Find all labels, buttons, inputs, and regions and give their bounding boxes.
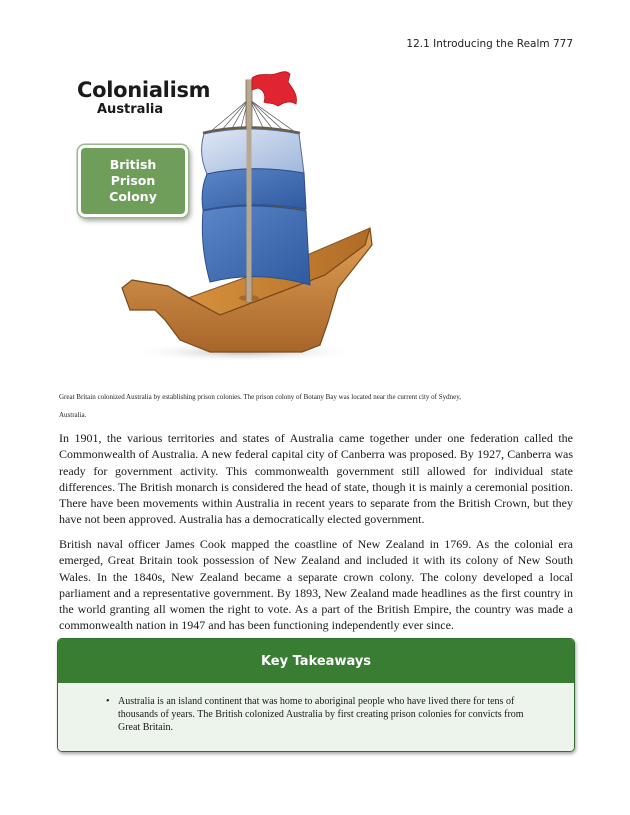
ship-flag bbox=[252, 72, 297, 106]
running-head: 12.1 Introducing the Realm 777 bbox=[406, 38, 573, 50]
key-takeaways-body bbox=[58, 683, 574, 751]
key-takeaways-box bbox=[57, 638, 575, 752]
british-prison-colony-box bbox=[78, 145, 188, 217]
key-takeaways-heading: Key Takeaways bbox=[58, 639, 574, 683]
colony-box-line: Prison bbox=[110, 173, 156, 188]
key-takeaways-list bbox=[58, 683, 574, 734]
upper-sail-lower bbox=[202, 169, 306, 210]
list-item bbox=[106, 695, 548, 734]
bullet-icon: • bbox=[106, 696, 110, 707]
colony-box-line: Colony bbox=[109, 189, 157, 204]
lower-sail bbox=[202, 206, 310, 285]
colonialism-figure bbox=[70, 60, 380, 365]
colony-box-line: British bbox=[109, 157, 157, 172]
figure-caption: Great Britain colonized Australia by establishing prison colonies. The prison colony of Botany Bay was located near the current city of Sydney, Australia. bbox=[59, 393, 462, 419]
figure-subtitle: Australia bbox=[97, 102, 164, 117]
takeaway-text: Australia is an island continent that was home to aboriginal people who have lived there for tens of thousands of years. The British colonized Australia by first creating prison colonies for convicts from Great Britain. bbox=[118, 696, 524, 733]
upper-sail bbox=[202, 129, 304, 174]
paragraph-new-zealand: British naval officer James Cook mapped the coastline of New Zealand in 1769. As the colonial era emerged, Great Britain took possession of New Zealand and included it with its colony of New South Wales. In the 1840s, New Zealand became a separate crown colony. The colony developed a local parliament and a representative government. By 1893, New Zealand made headlines as the first country in the world granting all women the right to vote. As a part of the British Empire, the country was made a commonwealth nation in 1947 and has been functioning independently ever since. bbox=[59, 537, 573, 633]
paragraph-australia-federation: In 1901, the various territories and states of Australia came together under one federation called the Commonwealth of Australia. A new federal capital city of Canberra was proposed. By 1927, Canberra was ready for government activity. This commonwealth government still allowed for individual state differences. The British monarch is considered the head of state, though it is mainly a ceremonial position. There have been movements within Australia in recent years to separate from the British Crown, but they have not been approved. Australia has a democratically elected government. bbox=[59, 431, 573, 527]
figure-title: Colonialism bbox=[77, 78, 211, 102]
